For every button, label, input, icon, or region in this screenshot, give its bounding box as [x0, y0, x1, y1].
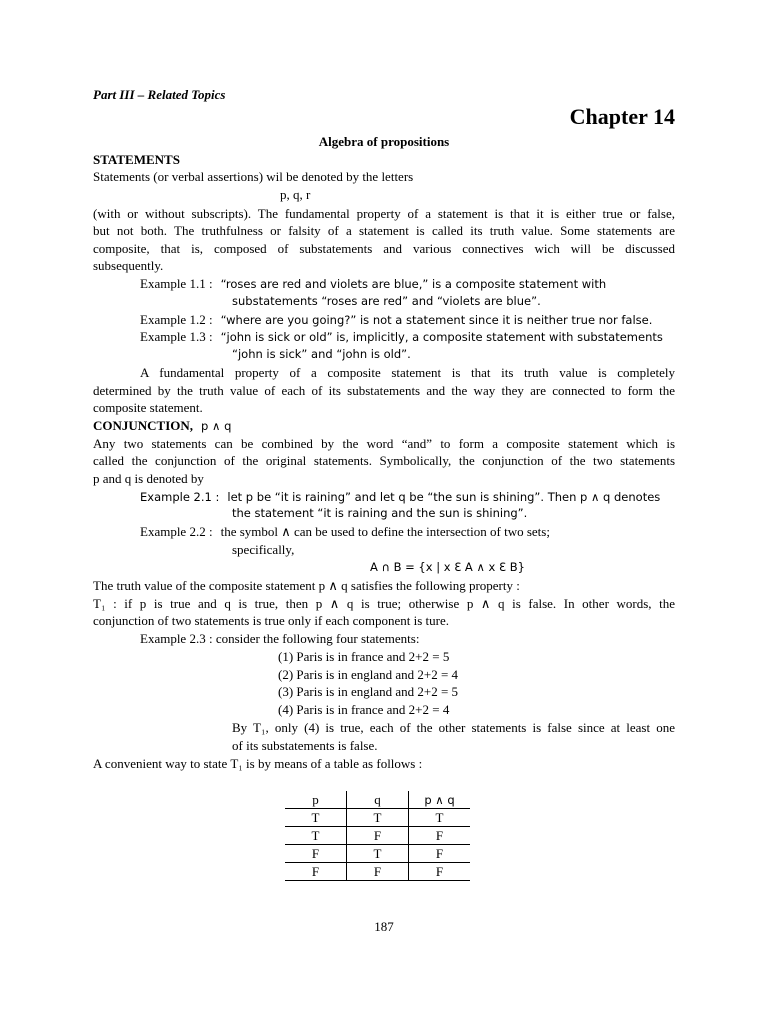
conjunction-heading-line — [93, 417, 231, 435]
truth-table-cell: F — [409, 863, 471, 881]
by-t1-line: of its substatements is false. — [232, 738, 378, 753]
truth-table-cell: F — [285, 845, 347, 863]
example-1-1-cont: substatements “roses are red” and “violets are blue”. — [232, 294, 541, 308]
statements-para-line: subsequently. — [93, 258, 164, 273]
example-2-3: Example 2.3 : consider the following four statements: — [140, 631, 420, 646]
example-text: “roses are red and violets are blue,” is a composite statement with — [220, 277, 607, 291]
truth-table-row — [285, 809, 470, 827]
by-t1-line: By T₁, only (4) is true, each of the other statements is false since at least one — [232, 720, 675, 735]
truth-table-cell: T — [347, 809, 409, 827]
part-label: Part III – Related Topics — [93, 87, 226, 102]
conjunction-para-line: called the conjunction of the original statements. Symbolically, the conjunction of the two statements — [93, 453, 675, 468]
example-label: Example 1.3 : — [140, 329, 213, 344]
truth-table-cell: F — [409, 845, 471, 863]
truth-table-header: p ∧ q — [409, 791, 471, 809]
truth-table-row — [285, 845, 470, 863]
example-label: Example 1.1 : — [140, 276, 213, 291]
statement-list-item: (3) Paris is in england and 2+2 = 5 — [278, 684, 459, 699]
statements-heading: STATEMENTS — [93, 152, 180, 167]
truth-table-cell: F — [409, 827, 471, 845]
statements-para-line: but not both. The truthfulness or falsity of a statement is called its truth value. Some statements are — [93, 223, 675, 238]
truth-table-cell: F — [285, 863, 347, 881]
truth-table-cell: F — [347, 863, 409, 881]
statements-intro: Statements (or verbal assertions) wil be denoted by the letters — [93, 169, 414, 184]
composite-para-line: composite statement. — [93, 400, 203, 415]
set-formula: A ∩ B = {x | x Ɛ A ∧ x Ɛ B} — [370, 560, 525, 574]
conjunction-heading: CONJUNCTION, — [93, 418, 194, 433]
table-intro: A convenient way to state T₁ is by means of a table as follows : — [93, 756, 423, 771]
example-2-1-cont: the statement “it is raining and the sun is shining”. — [232, 506, 528, 520]
statement-list-item: (4) Paris is in france and 2+2 = 4 — [278, 702, 450, 717]
truth-table-header: q — [347, 791, 409, 809]
page-number: 187 — [374, 919, 394, 934]
chapter-title: Algebra of propositions — [318, 134, 450, 149]
example-1-3-cont: “john is sick” and “john is old”. — [232, 347, 411, 361]
example-text: let p be “it is raining” and let q be “the sun is shining”. Then p ∧ q denotes — [227, 490, 661, 504]
conjunction-para-line: Any two statements can be combined by the word “and” to form a composite statement which is — [93, 436, 675, 451]
example-1-3 — [140, 328, 663, 346]
truth-table-row — [285, 827, 470, 845]
truth-table-cell: F — [347, 827, 409, 845]
example-label: Example 1.2 : — [140, 312, 213, 327]
t1-line: T₁ : if p is true and q is true, then p ∧ q is true; otherwise p ∧ q is false. In other words, the — [93, 596, 675, 611]
example-text: “john is sick or old” is, implicitly, a composite statement with substatements — [220, 330, 663, 344]
example-2-1 — [140, 488, 660, 506]
truth-table-header-row — [285, 791, 470, 809]
truth-table-cell: T — [347, 845, 409, 863]
truth-value-intro: The truth value of the composite statement p ∧ q satisfies the following property : — [93, 578, 520, 593]
truth-table-cell: T — [285, 827, 347, 845]
example-2-2 — [140, 523, 550, 540]
statement-letters: p, q, r — [280, 187, 311, 202]
statement-list-item: (1) Paris is in france and 2+2 = 5 — [278, 649, 450, 664]
truth-table-cell: T — [409, 809, 471, 827]
truth-table-cell: T — [285, 809, 347, 827]
truth-table — [285, 791, 470, 881]
statement-list-item: (2) Paris is in england and 2+2 = 4 — [278, 667, 459, 682]
example-text: “where are you going?” is not a statement since it is neither true nor false. — [220, 313, 653, 327]
statements-para-line: (with or without subscripts). The fundamental property of a statement is that it is either true or false, — [93, 206, 675, 221]
composite-para-line: determined by the truth value of each of its substatements and the way they are connected to form the — [93, 383, 675, 398]
conjunction-para-line: p and q is denoted by — [93, 471, 204, 486]
example-1-2 — [140, 311, 652, 329]
conjunction-symbol: p ∧ q — [201, 419, 232, 433]
truth-table-row — [285, 863, 470, 881]
statements-para-line: composite, that is, composed of substatements and various connectives wich will be discussed — [93, 241, 675, 256]
example-1-1 — [140, 275, 606, 293]
example-label: Example 2.2 : — [140, 524, 213, 539]
example-2-2-cont: specifically, — [232, 542, 295, 557]
t1-line: conjunction of two statements is true only if each component is ture. — [93, 613, 449, 628]
example-label: Example 2.1 : — [140, 490, 220, 504]
example-text: the symbol ∧ can be used to define the intersection of two sets; — [220, 524, 550, 539]
chapter-heading: Chapter 14 — [569, 104, 675, 129]
composite-para-line: A fundamental property of a composite statement is that its truth value is completely — [140, 365, 675, 380]
truth-table-header: p — [285, 791, 347, 809]
